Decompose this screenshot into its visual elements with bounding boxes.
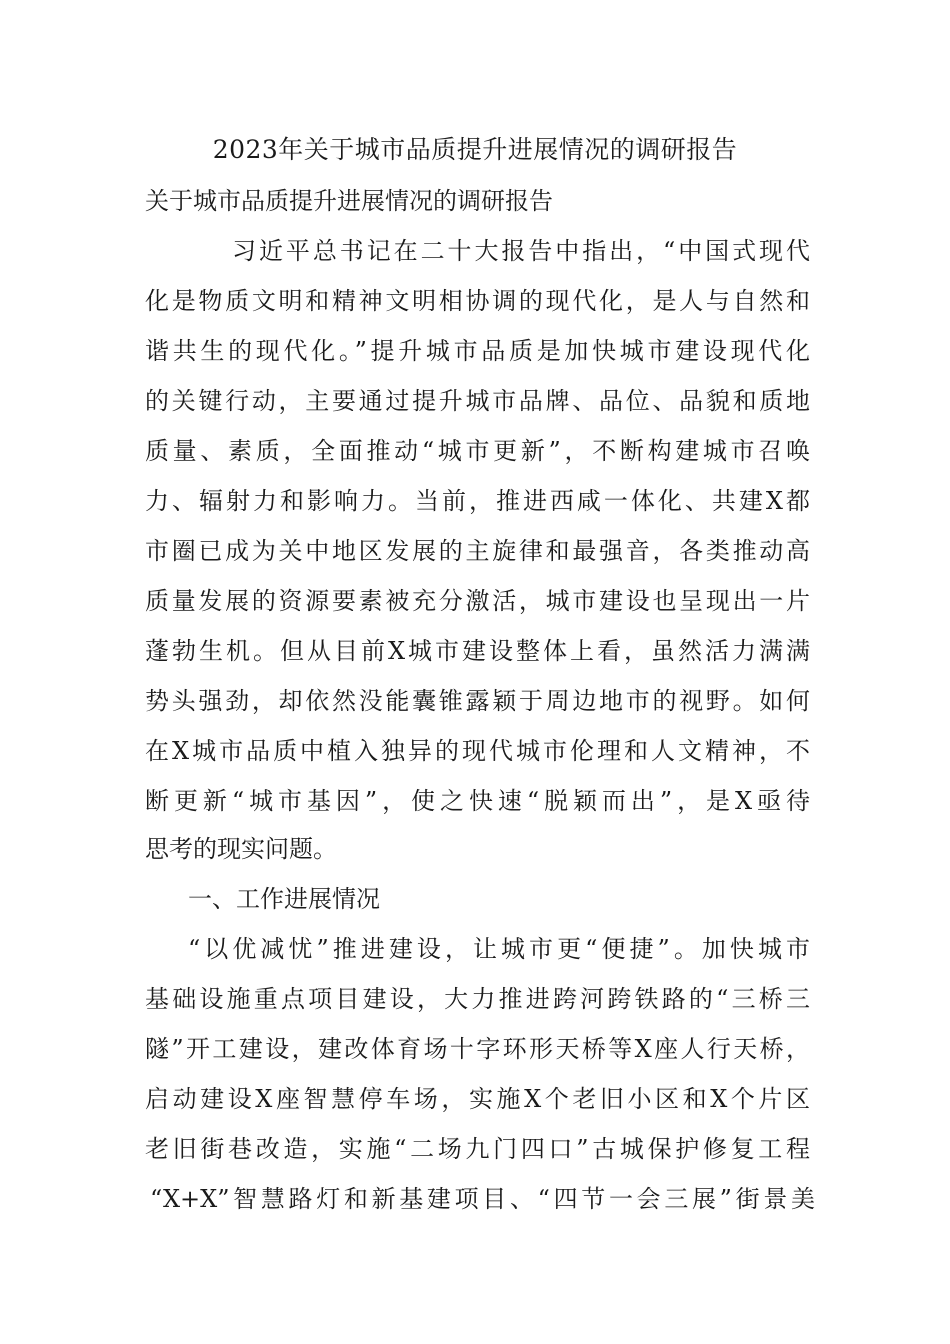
paragraph-line: 思考的现实问题。 [145, 835, 337, 863]
paragraph-line: 隧”开工建设，建改体育场十字环形天桥等X座人行天桥， [145, 1035, 810, 1063]
paragraph-line: 在X城市品质中植入独异的现代城市伦理和人文精神，不 [145, 737, 810, 765]
paragraph-line: 基础设施重点项目建设，大力推进跨河跨铁路的“三桥三 [145, 985, 810, 1013]
paragraph-line: 习近平总书记在二十大报告中指出，“中国式现代 [232, 237, 810, 265]
section-heading: 一、工作进展情况 [188, 885, 380, 913]
paragraph-line: 蓬勃生机。但从目前X城市建设整体上看，虽然活力满满 [145, 637, 810, 665]
paragraph-line: 市圈已成为关中地区发展的主旋律和最强音，各类推动高 [145, 537, 810, 565]
paragraph-line: 的关键行动，主要通过提升城市品牌、品位、品貌和质地 [145, 387, 810, 415]
paragraph-line: 断更新“城市基因”，使之快速“脱颖而出”，是X亟待 [145, 787, 810, 815]
paragraph-line: 质量发展的资源要素被充分激活，城市建设也呈现出一片 [145, 587, 810, 615]
document-title: 2023年关于城市品质提升进展情况的调研报告 [212, 135, 738, 164]
paragraph-line: 谐共生的现代化。”提升城市品质是加快城市建设现代化 [145, 337, 810, 365]
paragraph-line: 力、辐射力和影响力。当前，推进西咸一体化、共建X都 [145, 487, 810, 515]
paragraph-line: 启动建设X座智慧停车场，实施X个老旧小区和X个片区 [145, 1085, 810, 1113]
paragraph-line: 质量、素质，全面推动“城市更新”，不断构建城市召唤 [145, 437, 810, 465]
paragraph-line: 化是物质文明和精神文明相协调的现代化，是人与自然和 [145, 287, 810, 315]
paragraph-line: “X+X”智慧路灯和新基建项目、“四节一会三展”街景美 [150, 1185, 815, 1213]
paragraph-line: “以优减忧”推进建设，让城市更“便捷”。加快城市 [188, 935, 810, 963]
paragraph-line: 老旧街巷改造，实施“二场九门四口”古城保护修复工程 [145, 1135, 810, 1163]
paragraph-line: 势头强劲，却依然没能囊锥露颖于周边地市的视野。如何 [145, 687, 810, 715]
document-subtitle: 关于城市品质提升进展情况的调研报告 [145, 187, 553, 215]
